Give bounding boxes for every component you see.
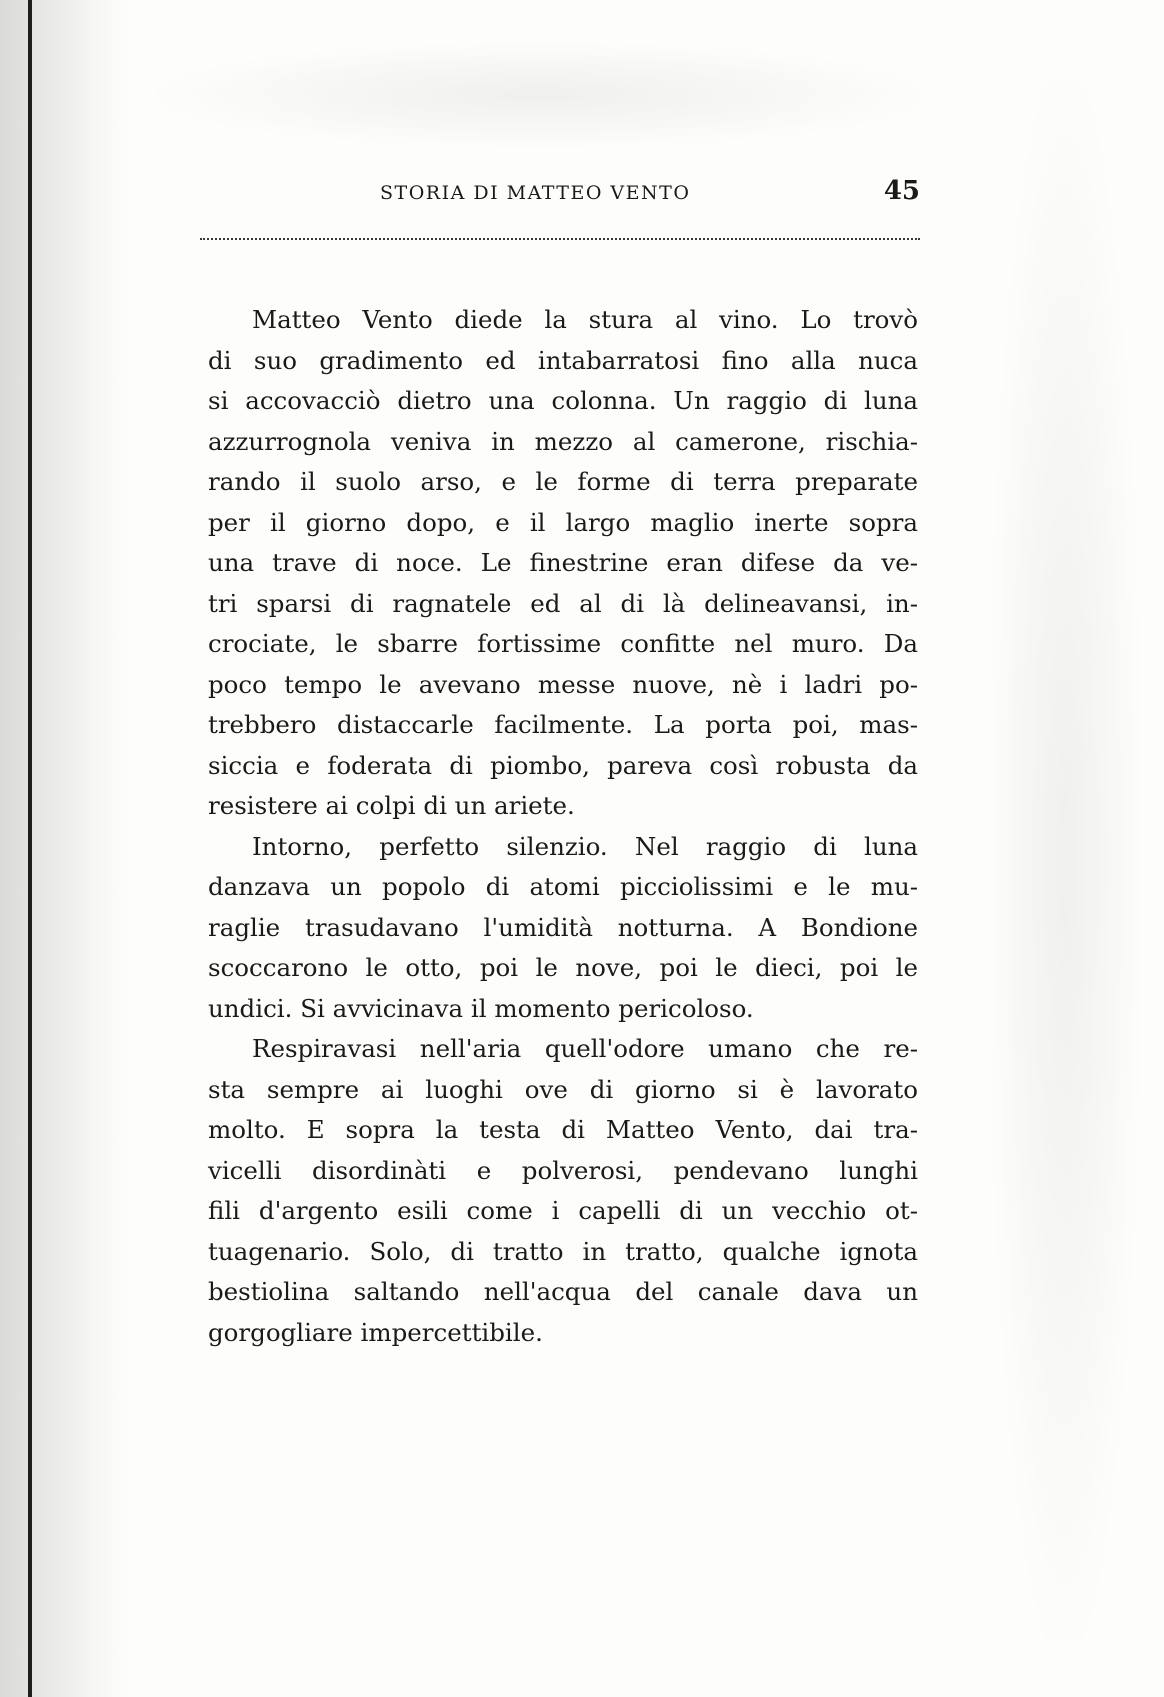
text-line: si accovacciò dietro una colonna. Un raggio di luna bbox=[208, 386, 918, 415]
text-line: scoccarono le otto, poi le nove, poi le dieci, poi le bbox=[208, 953, 918, 982]
paragraph-2 bbox=[208, 827, 918, 1030]
text-line: Matteo Vento diede la stura al vino. Lo trovò bbox=[252, 305, 918, 334]
text-line: Intorno, perfetto silenzio. Nel raggio di luna bbox=[252, 831, 918, 861]
text-line: trebbero distaccarle facilmente. La porta poi, mas- bbox=[208, 710, 918, 739]
text-line: tuagenario. Solo, di tratto in tratto, qualche ignota bbox=[208, 1236, 918, 1266]
text-block bbox=[208, 300, 918, 1353]
text-line: una trave di noce. Le finestrine eran difese da ve- bbox=[208, 548, 918, 577]
text-line: tri sparsi di ragnatele ed al di là delineavansi, in- bbox=[208, 588, 918, 618]
running-head bbox=[200, 176, 920, 212]
text-line: siccia e foderata di piombo, pareva così robusta da bbox=[208, 750, 918, 780]
text-line: per il giorno dopo, e il largo maglio inerte sopra bbox=[208, 507, 918, 537]
text-line: crociate, le sbarre fortissime confitte nel muro. Da bbox=[208, 629, 918, 658]
text-line: vicelli disordinàti e polverosi, pendevano lunghi bbox=[208, 1155, 918, 1185]
text-line: bestiolina saltando nell'acqua del canale dava un bbox=[208, 1277, 918, 1306]
text-line: rando il suolo arso, e le forme di terra preparate bbox=[208, 467, 918, 496]
running-title: STORIA DI MATTEO VENTO bbox=[380, 182, 691, 204]
text-line: undici. Si avvicinava il momento pericoloso. bbox=[208, 993, 754, 1023]
paper-foxing-right bbox=[990, 80, 1140, 1640]
text-line: sta sempre ai luoghi ove di giorno si è lavorato bbox=[208, 1074, 918, 1104]
text-line: resistere ai colpi di un ariete. bbox=[208, 791, 575, 820]
page-number: 45 bbox=[883, 176, 920, 206]
text-line: di suo gradimento ed intabarratosi fino alla nuca bbox=[208, 345, 918, 375]
paragraph-1 bbox=[208, 300, 918, 827]
text-line: raglie trasudavano l'umidità notturna. A Bondione bbox=[208, 912, 918, 942]
text-line: fili d'argento esili come i capelli di un vecchio ot- bbox=[208, 1196, 918, 1225]
binding-shadow bbox=[0, 0, 130, 1697]
text-line: poco tempo le avevano messe nuove, nè i ladri po- bbox=[208, 669, 918, 699]
paper-foxing-top bbox=[140, 40, 940, 150]
text-line: Respiravasi nell'aria quell'odore umano che re- bbox=[252, 1034, 918, 1063]
text-line: gorgogliare impercettibile. bbox=[208, 1317, 543, 1347]
text-line: molto. E sopra la testa di Matteo Vento, dai tra- bbox=[208, 1115, 918, 1144]
text-line: azzurrognola veniva in mezzo al camerone, rischia- bbox=[208, 426, 918, 456]
paragraph-3 bbox=[208, 1029, 918, 1353]
binding-edge bbox=[28, 0, 32, 1697]
text-line: danzava un popolo di atomi picciolissimi e le mu- bbox=[208, 872, 918, 901]
header-rule bbox=[200, 238, 920, 240]
